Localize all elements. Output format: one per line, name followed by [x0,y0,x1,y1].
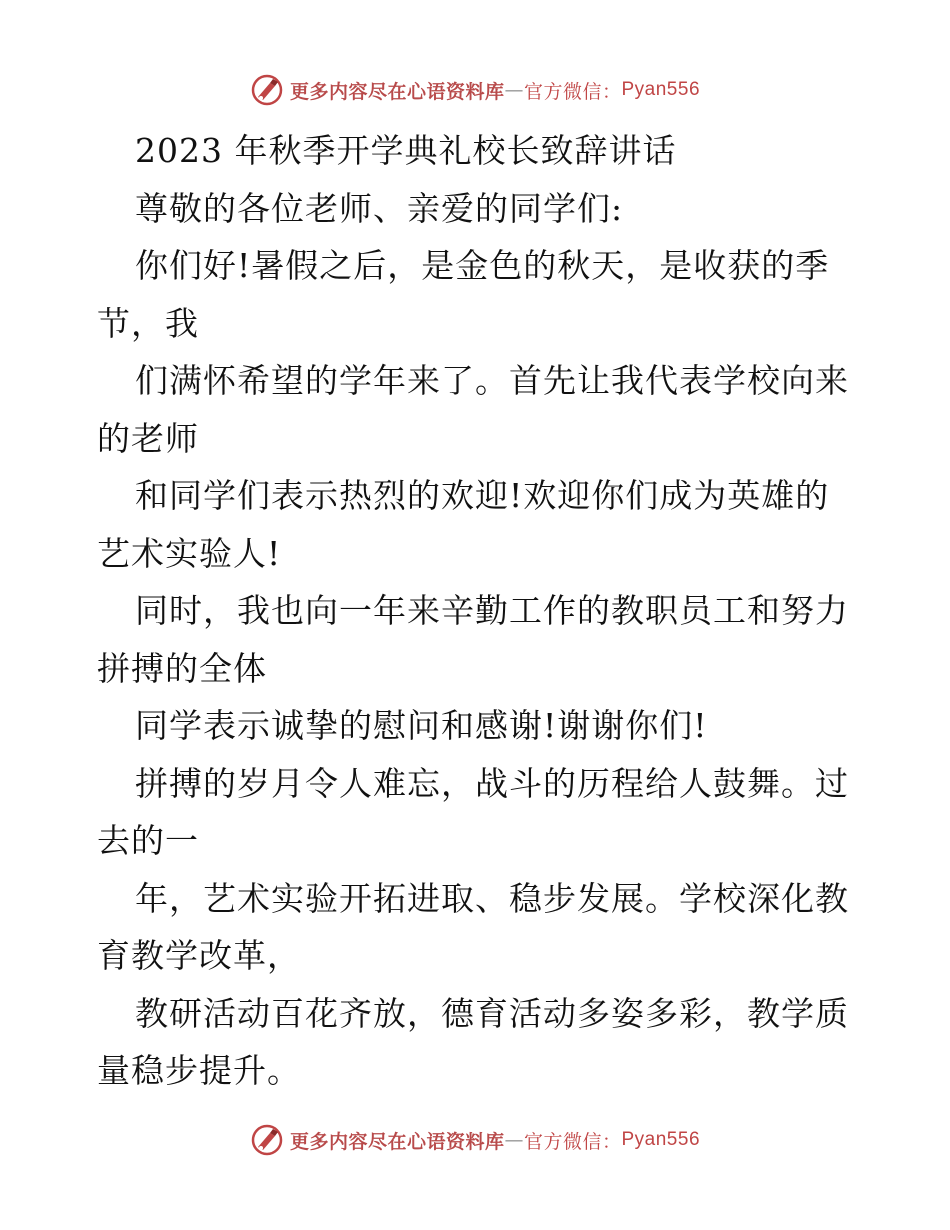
text-line: 教研活动百花齐放，德育活动多姿多彩，教学质 [135,993,849,1033]
watermark-separator: — [504,1129,524,1151]
text-line: 的老师 [97,418,199,458]
text-line: 年，艺术实验开拓进取、稳步发展。学校深化教 [135,878,849,918]
watermark-label: 官方微信： [523,80,622,103]
text-line: 同学表示诚挚的慰问和感谢!谢谢你们! [135,706,708,745]
text-line: 量稳步提升。 [97,1051,301,1090]
text-line: 去的一 [97,821,199,860]
watermark-label: 官方微信： [523,1130,622,1153]
pen-logo-icon [250,1123,284,1157]
document-body [97,122,857,1100]
watermark-wechat-id: Pyan556 [621,79,701,100]
header-watermark [0,70,950,110]
text-line: 育教学改革， [97,936,301,975]
watermark-main-text: 更多内容尽在心语资料库 [289,80,505,103]
text-line: 和同学们表示热烈的欢迎!欢迎你们成为英雄的 [135,476,830,515]
text-line: 节，我 [97,303,199,343]
text-line: 2023 年秋季开学典礼校长致辞讲话 [135,131,677,170]
footer-watermark [0,1120,950,1160]
watermark-wechat-id: Pyan556 [621,1129,701,1150]
watermark-main-text: 更多内容尽在心语资料库 [289,1130,505,1153]
text-line: 艺术实验人! [97,533,282,573]
text-line: 同时，我也向一年来辛勤工作的教职员工和努力 [135,591,849,630]
text-line: 们满怀希望的学年来了。首先让我代表学校向来 [135,361,849,400]
pen-logo-icon [250,73,284,107]
text-line: 拼搏的岁月令人难忘，战斗的历程给人鼓舞。过 [135,763,849,803]
watermark-separator: — [504,79,524,101]
text-line: 尊敬的各位老师、亲爱的同学们: [135,188,624,228]
text-line: 拼搏的全体 [97,648,267,688]
text-line: 你们好!暑假之后，是金色的秋天，是收获的季 [135,246,830,285]
